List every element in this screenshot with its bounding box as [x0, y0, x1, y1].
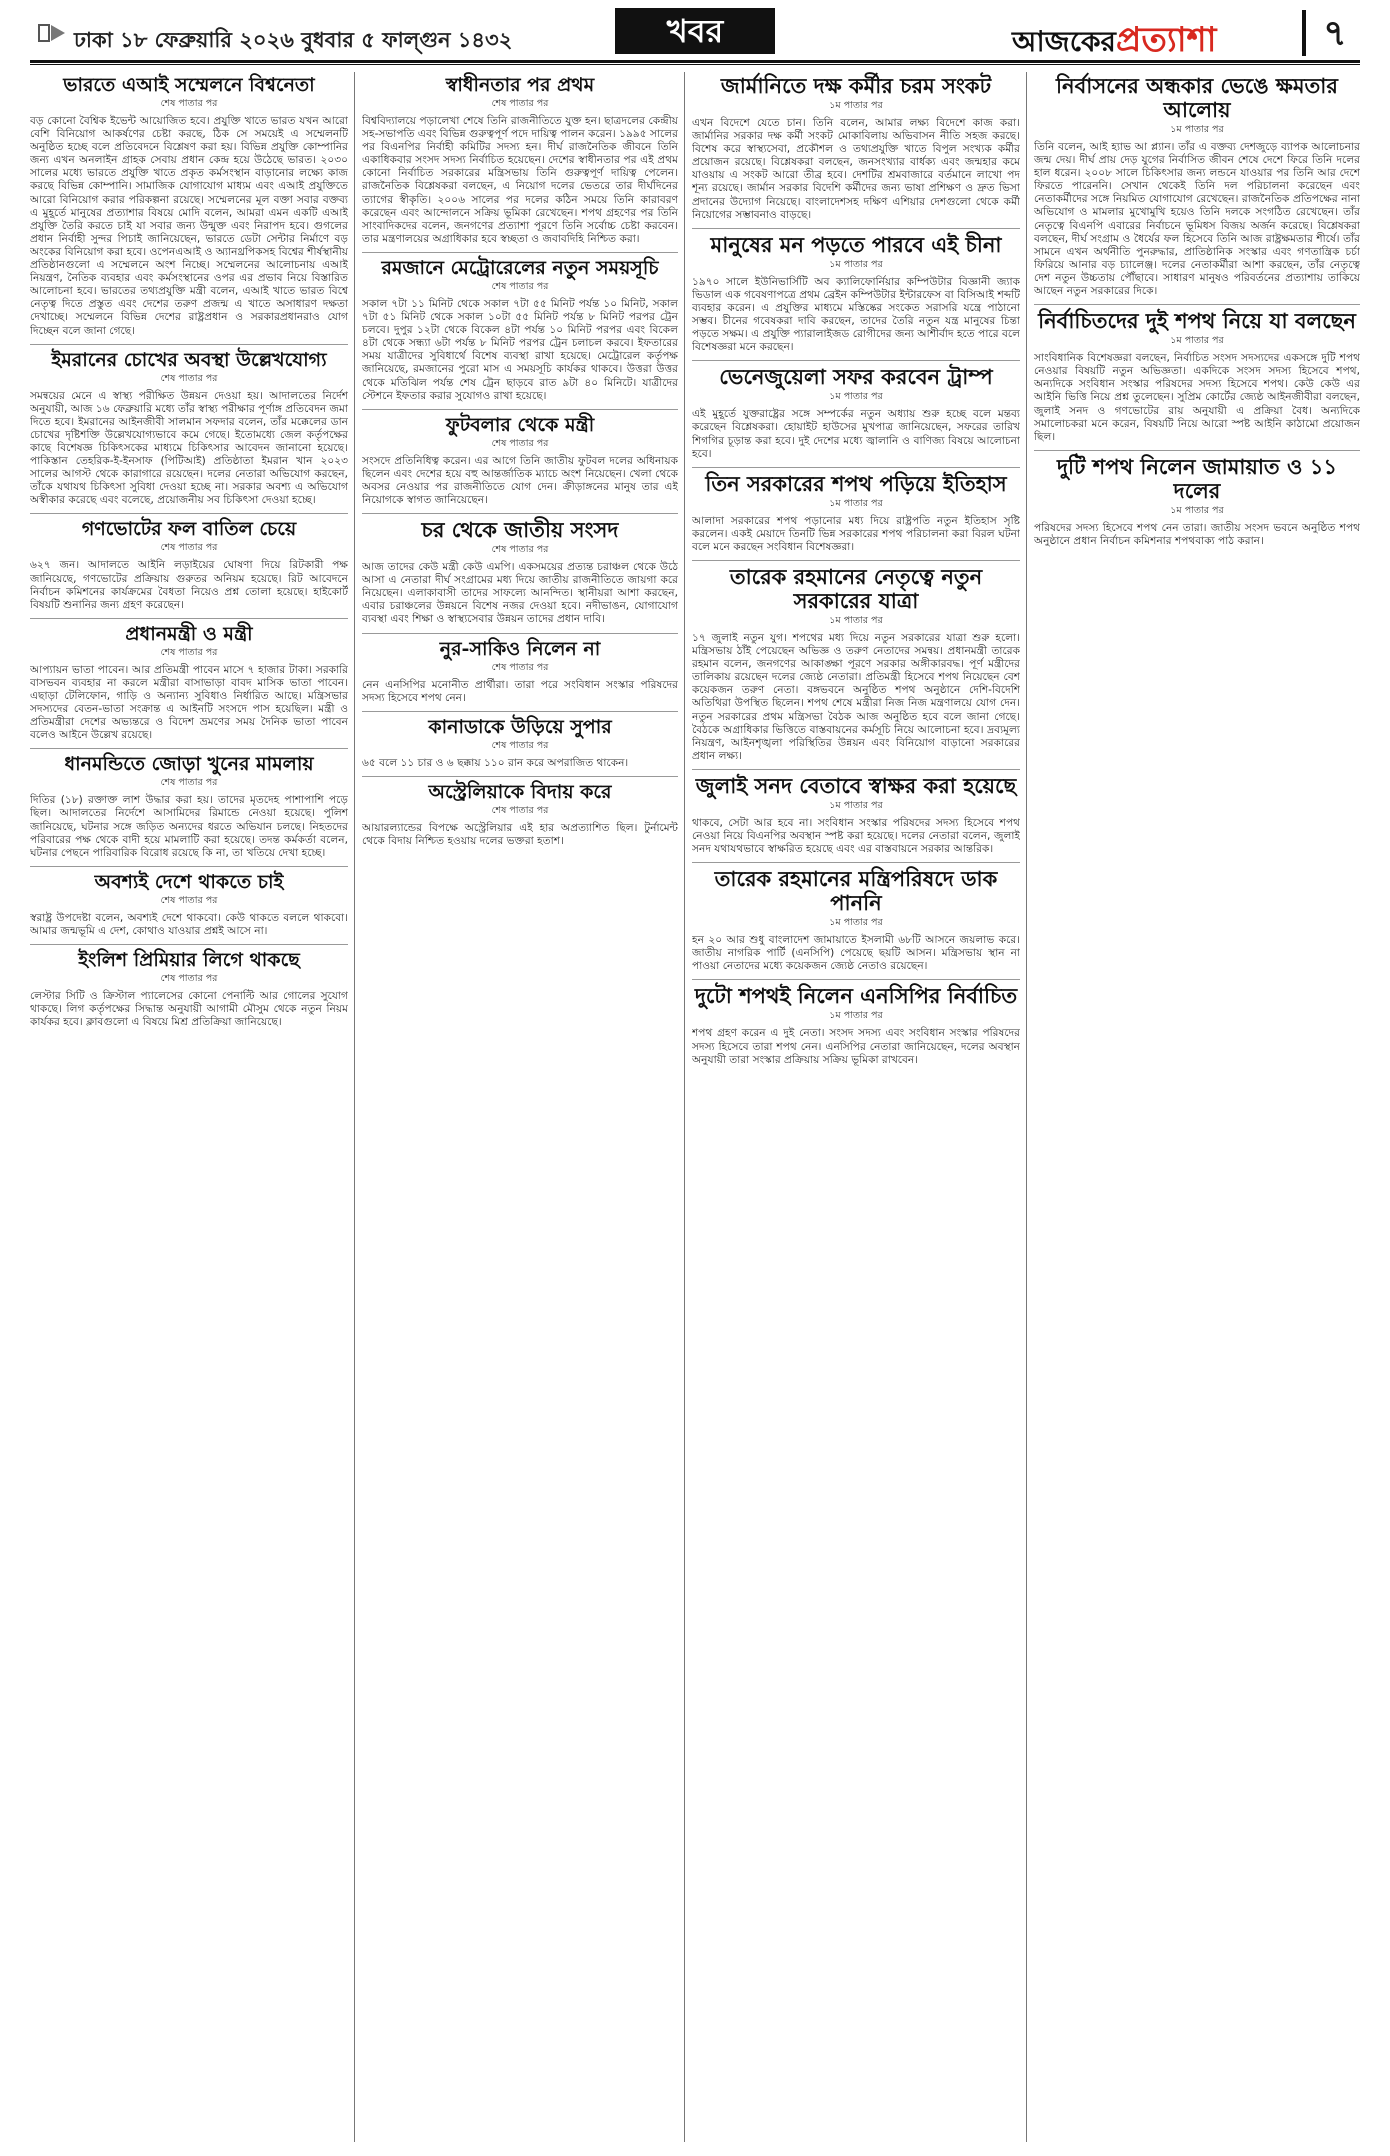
jump-line: শেষ পাতার পর: [491, 544, 549, 556]
divider: [1034, 450, 1360, 451]
jump-line: শেষ পাতার পর: [160, 372, 218, 384]
column-3: [692, 72, 1020, 2144]
divider: [362, 776, 678, 777]
column-separator: [1026, 72, 1027, 2142]
newspaper-logo: [1012, 14, 1217, 60]
story-body: নেন এনসিপির মনোনীত প্রার্থীরা। তারা পরে সংবিধান সংস্কার পরিষদের সদস্য হিসেবে শপথ নেন।: [362, 678, 678, 704]
story: [362, 518, 678, 626]
story: [30, 518, 348, 611]
headline: রমজানে মেট্রোরেলের নতুন সময়সূচি: [381, 256, 659, 279]
jump-line: শেষ পাতার পর: [160, 646, 218, 658]
jump-line: শেষ পাতার পর: [491, 280, 549, 292]
headline: চর থেকে জাতীয় সংসদ: [421, 517, 619, 543]
jump-line: শেষ পাতার পর: [160, 542, 218, 554]
headline: নুর-সাকিও নিলেন না: [439, 637, 601, 660]
divider: [30, 344, 348, 345]
jump-line: ১ম পাতার পর: [829, 391, 883, 403]
jump-line: শেষ পাতার পর: [160, 894, 218, 906]
headline: ধানমন্ডিতে জোড়া খুনের মামলায়: [64, 753, 314, 776]
story: [30, 74, 348, 338]
headline: স্বাধীনতার পর প্রথম: [445, 74, 595, 96]
story: [362, 781, 678, 848]
story: [30, 871, 348, 938]
story: [362, 716, 678, 770]
divider: [692, 769, 1020, 770]
headline: ভারতে এআই সম্মেলনে বিশ্বনেতা: [63, 74, 315, 96]
headline: তারেক রহমানের মন্ত্রিপরিষদে ডাক পাননি: [714, 866, 998, 916]
divider: [692, 467, 1020, 468]
story-body: সংসদে প্রতিনিধিত্ব করেন। এর আগে তিনি জাতীয় ফুটবল দলের অধিনায়ক ছিলেন এবং দেশের হয়ে বহু আন্তর্জাতিক ম্যাচে অংশ নিয়েছেন। খেলা থেকে অবসর নেওয়ার পর রাজনীতিতে যোগ দেন। ক্রীড়াঙ্গনের মানুষ তার এই নিয়োগকে স্বাগত জানিয়েছেন।: [362, 454, 678, 506]
headline: প্রধানমন্ত্রী ও মন্ত্রী: [125, 622, 253, 645]
story: [692, 867, 1020, 973]
divider: [362, 513, 678, 514]
divider: [692, 228, 1020, 229]
story: [30, 349, 348, 508]
masthead-rule: [30, 60, 1360, 63]
jump-line: ১ম পাতার পর: [829, 917, 883, 929]
divider: [692, 979, 1020, 980]
divider: [692, 360, 1020, 361]
headline: দুটো শপথই নিলেন এনসিপির নির্বাচিত: [694, 983, 1018, 1009]
story: [692, 74, 1020, 222]
story-body: পরিষদের সদস্য হিসেবে শপথ নেন তারা। জাতীয় সংসদ ভবনে অনুষ্ঠিত শপথ অনুষ্ঠানে প্রধান নির্বাচন কমিশনার শপথবাক্য পাঠ করান।: [1034, 521, 1360, 547]
divider: [30, 748, 348, 749]
dateline: ঢাকা ১৮ ফেব্রুয়ারি ২০২৬ বুধবার ৫ ফাল্গুন ১৪৩২: [74, 27, 513, 52]
story-body: আলাদা সরকারের শপথ পড়ানোর মধ্য দিয়ে রাষ্ট্রপতি নতুন ইতিহাস সৃষ্টি করলেন। একই মেয়াদে তিনটি ভিন্ন সরকারের শপথ পরিচালনা করা বিরল ঘটনা বলে মনে করছেন সংবিধান বিশেষজ্ঞরা।: [692, 514, 1020, 553]
column-4: [1034, 72, 1360, 2144]
headline: অবশ্যই দেশে থাকতে চাই: [94, 870, 284, 893]
headline: গণভোটের ফল বাতিল চেয়ে: [81, 518, 297, 541]
story-body: বিশ্ববিদ্যালয়ে পড়ালেখা শেষে তিনি রাজনীতিতে যুক্ত হন। ছাত্রদলের কেন্দ্রীয় সহ-সভাপতি এবং বিভিন্ন গুরুত্বপূর্ণ পদে দায়িত্ব পালন করেন। ১৯৯৫ সালের পর বিএনপির নির্বাহী কমিটির সদস্য হন। দীর্ঘ রাজনৈতিক জীবনে তিনি একাধিকবার সংসদ সদস্য নির্বাচিত হয়েছেন। দেশের স্বাধীনতার পর এই প্রথম কোনো নির্বাচিত সরকারের মন্ত্রিসভায় তিনি গুরুত্বপূর্ণ দায়িত্ব পেলেন। রাজনৈতিক বিশ্লেষকরা বলছেন, এ নিয়োগ দলের ভেতরে তার দীর্ঘদিনের ত্যাগের স্বীকৃতি। ২০০৬ সালের পর দলের কঠিন সময়ে তিনি কারাবরণ করেছেন এবং আন্দোলনে সক্রিয় ভূমিকা রেখেছেন। শপথ গ্রহণের পর তিনি সাংবাদিকদের বলেন, জনগণের প্রত্যাশা পূরণে তিনি সর্বোচ্চ চেষ্টা করবেন। তার মন্ত্রণালয়ের অগ্রাধিকার হবে স্বচ্ছতা ও জবাবদিহি নিশ্চিত করা।: [362, 115, 678, 245]
section-title: খবর: [615, 8, 775, 54]
story-body: ৬৫ বলে ১১ চার ও ৬ ছক্কায় ১১০ রান করে অপরাজিত থাকেন।: [362, 756, 629, 769]
headline: মানুষের মন পড়তে পারবে এই চীনা: [710, 231, 1002, 257]
story-body: ৬২৭ জন। আদালতে আইনি লড়াইয়ের ঘোষণা দিয়ে রিটকারী পক্ষ জানিয়েছে, গণভোটের প্রক্রিয়ায় গুরুতর অনিয়ম হয়েছে। রিট আবেদনে নির্বাচন কমিশনের কার্যক্রমের বৈধতা নিয়েও প্রশ্ন তোলা হয়েছে। হাইকোর্ট বিষয়টি শুনানির জন্য গ্রহণ করেছেন।: [30, 559, 348, 611]
page-number: ৭: [1302, 10, 1364, 56]
story-body: এই মুহূর্তে যুক্তরাষ্ট্রের সঙ্গে সম্পর্কের নতুন অধ্যায় শুরু হচ্ছে বলে মন্তব্য করেছেন বিশ্লেষকরা। হোয়াইট হাউসের মুখপাত্র জানিয়েছেন, সফরের তারিখ শিগগির চূড়ান্ত করা হবে। দুই দেশের মধ্যে জ্বালানি ও বাণিজ্য বিষয়ে আলোচনা হবে।: [692, 408, 1020, 460]
jump-line: ১ম পাতার পর: [829, 799, 883, 811]
headline: দুটি শপথ নিলেন জামায়াত ও ১১ দলের: [1056, 453, 1338, 503]
jump-line: ১ম পাতার পর: [829, 100, 883, 111]
jump-line: শেষ পাতার পর: [160, 98, 218, 109]
masthead: [0, 0, 1390, 62]
story-body: ১৭ জুলাই নতুন যুগ। শপথের মধ্য দিয়ে নতুন সরকারের যাত্রা শুরু হলো। মন্ত্রিসভায় ঠাঁই পেয়েছেন অভিজ্ঞ ও তরুণ নেতাদের সমন্বয়। প্রধানমন্ত্রী তারেক রহমান বলেন, জনগণের আকাঙ্ক্ষা পূরণে সরকার অঙ্গীকারবদ্ধ। পূর্ণ মন্ত্রীদের তালিকায় রয়েছেন দলের জ্যেষ্ঠ নেতারা। প্রতিমন্ত্রী হিসেবে শপথ নিয়েছেন বেশ কয়েকজন তরুণ নেতা। বঙ্গভবনে অনুষ্ঠিত শপথ অনুষ্ঠানে দেশি-বিদেশি অতিথিরা উপস্থিত ছিলেন। শপথ শেষে মন্ত্রীরা নিজ নিজ মন্ত্রণালয়ে যোগ দেন। নতুন সরকারের প্রথম মন্ত্রিসভা বৈঠক আজ অনুষ্ঠিত হবে বলে জানা গেছে। বৈঠকে অগ্রাধিকার ভিত্তিতে বাস্তবায়নের কর্মসূচি নিয়ে আলোচনা হবে। দ্রব্যমূল্য নিয়ন্ত্রণ, আইনশৃঙ্খলা পরিস্থিতির উন্নয়ন এবং বিনিয়োগ বাড়ানো সরকারের প্রধান লক্ষ্য।: [692, 631, 1020, 762]
divider: [692, 560, 1020, 561]
headline: নির্বাসনের অন্ধকার ভেঙে ক্ষমতার আলোয়: [1056, 73, 1338, 122]
brand-name: প্রত্যাশা: [1115, 20, 1217, 60]
headline: তারেক রহমানের নেতৃত্বে নতুন সরকারের যাত্রা: [729, 563, 983, 613]
story-body: শপথ গ্রহণ করেন এ দুই নেতা। সংসদ সদস্য এবং সংবিধান সংস্কার পরিষদের সদস্য হিসেবে তারা শপথ নেন। এনসিপির নেতারা জানিয়েছেন, দলের অবস্থান অনুযায়ী তারা সংস্কার প্রক্রিয়ায় সক্রিয় ভূমিকা রাখবেন।: [692, 1027, 1020, 1066]
jump-line: শেষ পাতার পর: [491, 804, 549, 816]
story: [30, 753, 348, 859]
headline: কানাডাকে উড়িয়ে সুপার: [428, 715, 612, 738]
column-1: [30, 72, 348, 2144]
headline: ইমরানের চোখের অবস্থা উল্লেখযোগ্য: [51, 348, 327, 371]
headline: নির্বাচিতদের দুই শপথ নিয়ে যা বলছেন: [1038, 308, 1356, 334]
brand-prefix: আজকের: [1012, 25, 1116, 58]
story: [362, 74, 678, 246]
story: [362, 414, 678, 507]
jump-line: শেষ পাতার পর: [160, 777, 218, 789]
divider: [1034, 304, 1360, 305]
story-body: লেস্টার সিটি ও ক্রিস্টাল প্যালেসের কোনো পেনাল্টি আর গোলের সুযোগ থাকছে। লিগ কর্তৃপক্ষের সিদ্ধান্ত অনুযায়ী আগামী মৌসুম থেকে নতুন নিয়ম কার্যকর হবে। ক্লাবগুলো এ বিষয়ে মিশ্র প্রতিক্রিয়া জানিয়েছে।: [30, 990, 348, 1029]
story-body: ১৯৭০ সালে ইউনিভার্সিটি অব ক্যালিফোর্নিয়ার কম্পিউটার বিজ্ঞানী জ্যাক ভিডাল এক গবেষণাপত্রে প্রথম ব্রেইন কম্পিউটার ইন্টারফেস বা বিসিআই শব্দটি ব্যবহার করেন। এ প্রযুক্তির মাধ্যমে মস্তিষ্কের সংকেত সরাসরি যন্ত্রে পাঠানো সম্ভব। চীনের গবেষকরা দাবি করছেন, তাদের তৈরি নতুন যন্ত্র মানুষের চিন্তা পড়তে সক্ষম। এ প্রযুক্তি প্যারালাইজড রোগীদের জন্য আশীর্বাদ হতে পারে বলে বিশেষজ্ঞরা মনে করছেন।: [692, 275, 1020, 354]
headline: ফুটবলার থেকে মন্ত্রী: [445, 413, 595, 436]
headline: জুলাই সনদ বেতাবে স্বাক্ষর করা হয়েছে: [695, 772, 1017, 798]
story-body: হন ২০ আর শুধু বাংলাদেশ জামায়াতে ইসলামী ৬৮টি আসনে জয়লাভ করে। জাতীয় নাগরিক পার্টি (এনসিপি) পেয়েছে ছয়টি আসন। মন্ত্রিসভায় স্থান না পাওয়া নেতাদের মধ্যে কয়েকজন জ্যেষ্ঠ নেতাও রয়েছেন।: [692, 934, 1020, 973]
jump-line: ১ম পাতার পর: [829, 497, 883, 509]
headline: তিন সরকারের শপথ পড়িয়ে ইতিহাস: [705, 470, 1007, 496]
story: [1034, 455, 1360, 548]
story: [692, 565, 1020, 763]
jump-line: শেষ পাতার পর: [160, 973, 218, 985]
story: [362, 638, 678, 705]
jump-line: ১ম পাতার পর: [829, 258, 883, 270]
column-2: [362, 72, 678, 2144]
divider: [30, 866, 348, 867]
column-separator: [354, 72, 355, 2142]
masthead-rule-thin: [30, 64, 1360, 65]
headline: ভেনেজুয়েলা সফর করবেন ট্রাম্প: [719, 364, 993, 390]
divider: [30, 513, 348, 514]
story-body: সকাল ৭টা ১১ মিনিট থেকে সকাল ৭টা ৫৫ মিনিট পর্যন্ত ১০ মিনিট, সকাল ৭টা ৫১ মিনিট থেকে সকাল ১০টা ৫৫ মিনিট পর্যন্ত ৮ মিনিট পরপর ট্রেন চলবে। দুপুর ১২টা থেকে বিকেল ৪টা পর্যন্ত ১০ মিনিট পরপর এবং বিকেল ৪টা থেকে সন্ধ্যা ৬টা পর্যন্ত ৮ মিনিট পরপর ট্রেন চলাচল করবে। ইফতারের সময় যাত্রীদের সুবিধার্থে বিশেষ ব্যবস্থা রাখা হয়েছে। মেট্রোরেল কর্তৃপক্ষ জানিয়েছে, রমজানের পুরো মাস এ সময়সূচি কার্যকর থাকবে। উত্তরা উত্তর থেকে মতিঝিল পর্যন্ত শেষ ট্রেন ছাড়বে রাত ৯টা ৪০ মিনিটে। যাত্রীদের স্টেশনে ইফতার করার সুযোগও রাখা হয়েছে।: [362, 297, 678, 402]
jump-line: ১ম পাতার পর: [1170, 124, 1224, 135]
jump-line: ১ম পাতার পর: [829, 614, 883, 626]
headline: জার্মানিতে দক্ষ কর্মীর চরম সংকট: [720, 73, 992, 98]
story: [692, 984, 1020, 1066]
story-body: স্বরাষ্ট্র উপদেষ্টা বলেন, অবশ্যই দেশে থাকবো। কেউ থাকতে বললে থাকবো। আমার জন্মভূমি এ দেশ, কোথাও যাওয়ার প্রশ্নই আসে না।: [30, 911, 348, 937]
headline: ইংলিশ প্রিমিয়ার লিগে থাকছে: [78, 949, 300, 972]
jump-line: ১ম পাতার পর: [1170, 504, 1224, 516]
story: [692, 472, 1020, 554]
divider: [30, 944, 348, 945]
story-body: দিতির (১৮) রক্তাক্ত লাশ উদ্ধার করা হয়। তাদের মৃতদেহ পাশাপাশি পড়ে ছিল। আদালতের নির্দেশে আসামিদের রিমান্ডে নেওয়া হয়েছে। পুলিশ জানিয়েছে, ঘটনার সঙ্গে জড়িত অন্যদের ধরতে অভিযান চলছে। নিহতদের পরিবারের পক্ষ থেকে বাদী হয়ে মামলাটি করা হয়েছে। তদন্ত কর্মকর্তা বলেন, ঘটনার পেছনে পারিবারিক বিরোধ রয়েছে কি না, তা খতিয়ে দেখা হচ্ছে।: [30, 794, 348, 859]
divider: [362, 252, 678, 253]
column-separator: [684, 72, 685, 2142]
story: [692, 774, 1020, 856]
story: [30, 949, 348, 1029]
story: [1034, 74, 1360, 298]
story: [692, 365, 1020, 460]
story: [692, 233, 1020, 355]
jump-line: শেষ পাতার পর: [491, 437, 549, 449]
story-body: থাকবে, সেটা আর হবে না। সংবিধান সংস্কার পরিষদের সদস্য হিসেবে শপথ নেওয়া নিয়ে বিএনপির অবস্থান স্পষ্ট করা হয়েছে। দলের নেতারা বলেন, জুলাই সনদ যথাযথভাবে স্বাক্ষরিত হয়েছে এবং এর বাস্তবায়নে সরকার আন্তরিক।: [692, 816, 1020, 856]
divider: [30, 618, 348, 619]
story: [1034, 309, 1360, 444]
divider: [362, 633, 678, 634]
story-body: সমন্বয়ের মেনে এ স্বাস্থ্য পরীক্ষিত উন্নয়ন দেওয়া হয়। আদালতের নির্দেশ অনুযায়ী, আজ ১৬ ফেব্রুয়ারি মধ্যে তাঁর স্বাস্থ্য পরীক্ষার পূর্ণাঙ্গ প্রতিবেদন জমা দিতে হবে। ইমরানের আইনজীবী সালমান সফদার বলেন, তাঁর মক্কেলের ডান চোখের দৃষ্টিশক্তি উল্লেখযোগ্যভাবে কমে গেছে। ইতোমধ্যে জেল কর্তৃপক্ষের কাছে বিশেষজ্ঞ চিকিৎসকের মাধ্যমে চিকিৎসার আবেদন জানানো হয়েছে। পাকিস্তান তেহরিক-ই-ইনসাফ (পিটিআই) প্রতিষ্ঠাতা ইমরান খান ২০২৩ সালের আগস্ট থেকে কারাগারে রয়েছেন। দলের নেতারা অভিযোগ করছেন, তাঁকে যথাযথ চিকিৎসা সুবিধা দেওয়া হচ্ছে না। সরকার অবশ্য এ অভিযোগ অস্বীকার করেছে এবং বলেছে, প্রয়োজনীয় সব চিকিৎসা দেওয়া হচ্ছে।: [30, 389, 348, 507]
divider: [362, 409, 678, 410]
jump-line: ১ম পাতার পর: [1170, 335, 1224, 347]
story-body: এখন বিদেশে যেতে চান। তিনি বলেন, আমার লক্ষ্য বিদেশে কাজ করা। জার্মানির সরকার দক্ষ কর্মী সংকট মোকাবিলায় অভিবাসন নীতি সহজ করছে। বিশেষ করে স্বাস্থ্যসেবা, প্রকৌশল ও তথ্যপ্রযুক্তি খাতে বিপুল সংখ্যক কর্মীর প্রয়োজন রয়েছে। বিশ্লেষকরা বলছেন, জনসংখ্যার বার্ধক্য এবং জন্মহার কমে যাওয়ায় এ সংকট আরো তীব্র হবে। দেশটির শ্রমবাজারে বর্তমানে লাখো পদ শূন্য রয়েছে। জার্মান সরকার বিদেশি কর্মীদের জন্য ভাষা প্রশিক্ষণ ও দ্রুত ভিসা প্রদানের উদ্যোগ নিয়েছে। বাংলাদেশসহ দক্ষিণ এশিয়ার দেশগুলো থেকে কর্মী নিয়োগের সম্ভাবনাও বাড়ছে।: [692, 117, 1020, 221]
story-body: আপ্যায়ন ভাতা পাবেন। আর প্রতিমন্ত্রী পাবেন মাসে ৭ হাজার টাকা। সরকারি বাসভবন ব্যবহার না করলে মন্ত্রীরা বাসাভাড়া বাবদ মাসিক ভাতা পাবেন। এছাড়া টেলিফোন, গাড়ি ও অন্যান্য সুবিধাও নির্ধারিত আছে। মন্ত্রিসভার সদস্যদের বেতন-ভাতা সংক্রান্ত এ আইনটি সংসদে পাস হয়েছিল। মন্ত্রী ও প্রতিমন্ত্রীরা দেশের অভ্যন্তরে ও বিদেশ ভ্রমণের সময় দৈনিক ভাতা পাবেন বলেও আইনে উল্লেখ রয়েছে।: [30, 663, 348, 742]
story-body: তিনি বলেন, আই হ্যাভ আ প্ল্যান। তাঁর এ বক্তব্য দেশজুড়ে ব্যাপক আলোচনার জন্ম দেয়। দীর্ঘ প্রায় দেড় যুগের নির্বাসিত জীবন শেষে দেশে ফিরে তিনি দলের হাল ধরেন। ২০০৮ সালে চিকিৎসার জন্য লন্ডনে যাওয়ার পর তিনি আর দেশে ফিরতে পারেননি। সেখান থেকেই তিনি দল পরিচালনা করেছেন এবং নেতাকর্মীদের সঙ্গে নিয়মিত যোগাযোগ রেখেছেন। রাজনৈতিক প্রতিপক্ষের নানা অভিযোগ ও মামলার মুখোমুখি হয়েও তিনি দলকে সংগঠিত রেখেছেন। তাঁর নেতৃত্বে বিএনপি এবারের নির্বাচনে ভূমিধস বিজয় অর্জন করেছে। বিশ্লেষকরা বলছেন, দীর্ঘ সংগ্রাম ও ধৈর্যের ফল হিসেবে তিনি আজ রাষ্ট্রক্ষমতার শীর্ষে। তাঁর সামনে এখন অর্থনীতি পুনরুদ্ধার, প্রাতিষ্ঠানিক সংস্কার এবং গণতান্ত্রিক চর্চা ফিরিয়ে আনার বড় চ্যালেঞ্জ। দলের নেতাকর্মীরা আশা করছেন, তাঁর নেতৃত্বে দেশ নতুন উচ্চতায় পৌঁছাবে। সাধারণ মানুষও পরিবর্তনের প্রত্যাশায় তাকিয়ে আছেন নতুন সরকারের দিকে।: [1034, 141, 1360, 298]
headline: অস্ট্রেলিয়াকে বিদায় করে: [428, 780, 612, 803]
page-arrow-icon: [38, 22, 66, 44]
story-body: আজ তাদের কেউ মন্ত্রী কেউ এমপি। একসময়ের প্রত্যন্ত চরাঞ্চল থেকে উঠে আসা এ নেতারা দীর্ঘ সংগ্রামের মধ্য দিয়ে জাতীয় রাজনীতিতে জায়গা করে নিয়েছেন। এলাকাবাসী তাদের সাফল্যে আনন্দিত। স্থানীয়রা আশা করছেন, এবার চরাঞ্চলের উন্নয়নে বিশেষ নজর দেওয়া হবে। নদীভাঙন, যোগাযোগ ব্যবস্থা এবং শিক্ষা ও স্বাস্থ্যসেবার উন্নয়ন তাদের প্রধান দাবি।: [362, 561, 678, 626]
jump-line: শেষ পাতার পর: [491, 739, 549, 751]
divider: [692, 862, 1020, 863]
story: [30, 623, 348, 743]
story-body: আয়ারল্যান্ডের বিপক্ষে অস্ট্রেলিয়ার এই হার অপ্রত্যাশিত ছিল। টুর্নামেন্ট থেকে বিদায় নিশ্চিত হওয়ায় দলের ভক্তরা হতাশ।: [362, 821, 678, 847]
story-body: সাংবিধানিক বিশেষজ্ঞরা বলছেন, নির্বাচিত সংসদ সদস্যদের একসঙ্গে দুটি শপথ নেওয়ার বিষয়টি নতুন অভিজ্ঞতা। একদিকে সংসদ সদস্য হিসেবে শপথ, অন্যদিকে সংবিধান সংস্কার পরিষদের সদস্য হিসেবে শপথ। কেউ কেউ এর আইনি ভিত্তি নিয়ে প্রশ্ন তুলেছেন। সুপ্রিম কোর্টের জ্যেষ্ঠ আইনজীবীরা বলছেন, জুলাই সনদ ও গণভোটের রায় অনুযায়ী এ প্রক্রিয়া বৈধ। অন্যদিকে সমালোচকরা মনে করেন, বিষয়টি নিয়ে আরো স্পষ্ট আইনি কাঠামো প্রয়োজন ছিল।: [1034, 352, 1360, 443]
divider: [362, 711, 678, 712]
story-body: বড় কোনো বৈশ্বিক ইভেন্ট আয়োজিত হবে। প্রযুক্তি খাতে ভারত যখন আরো বেশি বিনিয়োগ আকর্ষণের চেষ্টা করছে, ঠিক সে সময়েই এ সম্মেলনটি অনুষ্ঠিত হচ্ছে বলে প্রতিবেদনে বিশ্লেষণ করা হয়। বিভিন্ন প্রযুক্তি কোম্পানির জন্য এখন অনলাইন গ্রাহক সেবায় প্রধান কেন্দ্র হয়ে উঠেছে ভারত। ২০৩০ সালের মধ্যে ভারতে প্রযুক্তি খাতে প্রকৃত কর্মসংস্থান বাড়ানোর লক্ষ্যে কাজ করছে বিভিন্ন কোম্পানি। সামাজিক যোগাযোগ মাধ্যম এবং এআই প্রযুক্তিতে আরো বিনিয়োগ করার পরিকল্পনা রয়েছে। সম্মেলনের মূল বক্তা সবার বক্তব্য এ মুহূর্তে মানুষের প্রত্যাশার বিষয়ে মোদি বলেন, আমরা এমন একটি এআই প্রযুক্তি তৈরি করতে চাই যা সবার জন্য উন্মুক্ত এবং নিরাপদ হবে। গুগলের প্রধান নির্বাহী সুন্দর পিচাই জানিয়েছেন, ভারতে ডেটা সেন্টার নির্মাণে বড় অংকের বিনিয়োগ করা হবে। ওপেনএআই ও অ্যানথ্রপিকসহ বিশ্বের শীর্ষস্থানীয় প্রতিষ্ঠানগুলো এ সম্মেলনে অংশ নিচ্ছে। সম্মেলনের আলোচনায় এআই নিয়ন্ত্রণ, নৈতিক ব্যবহার এবং কর্মসংস্থানের ওপর এর প্রভাব নিয়ে বিস্তারিত আলোচনা হবে। ভারতের তথ্যপ্রযুক্তি মন্ত্রী বলেন, এআই খাতে ভারত বিশ্বে নেতৃত্ব দিতে প্রস্তুত এবং দেশের তরুণ প্রজন্ম এ খাতে অসাধারণ দক্ষতা দেখাচ্ছে। সম্মেলনে বিভিন্ন দেশের রাষ্ট্রপ্রধান ও সরকারপ্রধানরাও যোগ দিচ্ছেন বলে জানা গেছে।: [30, 115, 348, 337]
story: [362, 257, 678, 403]
jump-line: শেষ পাতার পর: [491, 98, 549, 109]
jump-line: ১ম পাতার পর: [829, 1010, 883, 1022]
jump-line: শেষ পাতার পর: [491, 661, 549, 673]
